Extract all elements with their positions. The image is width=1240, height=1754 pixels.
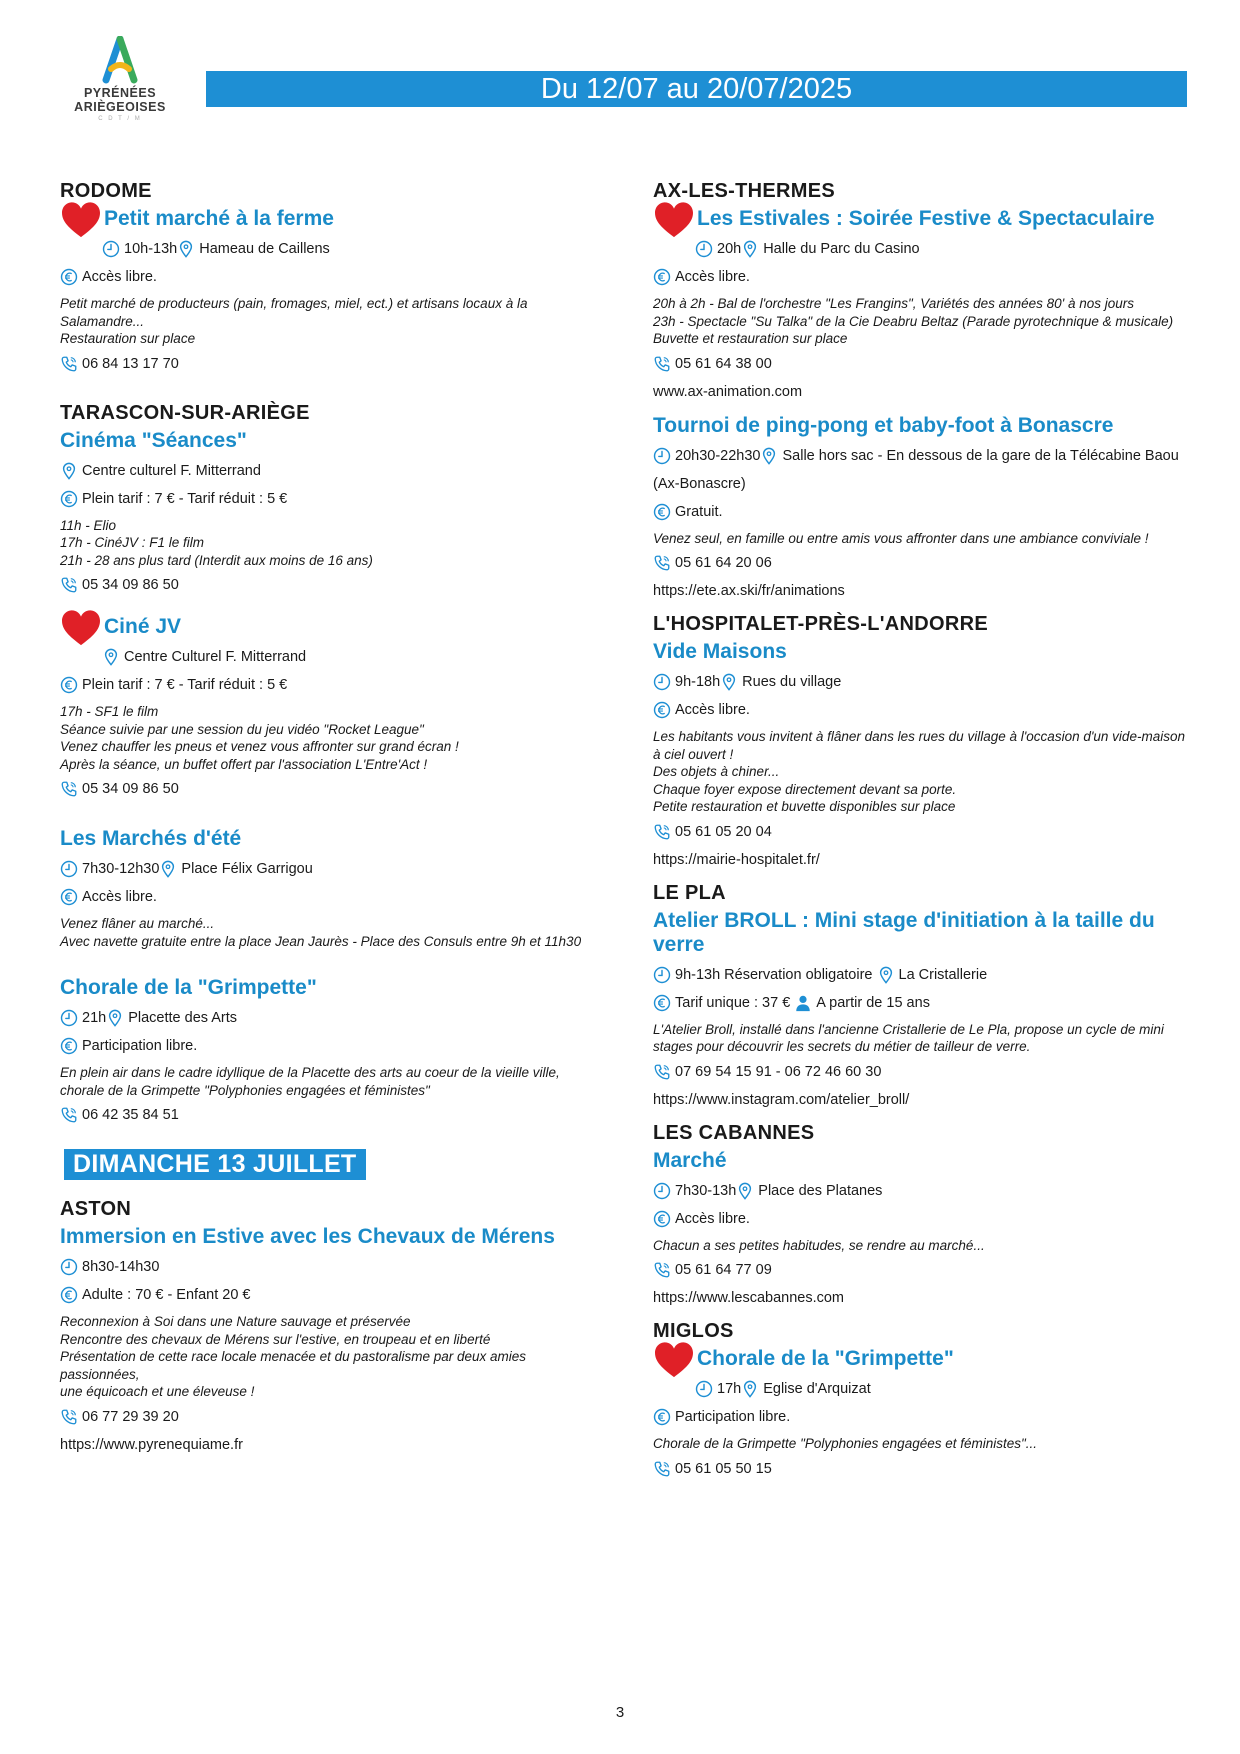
euro-icon xyxy=(60,888,78,906)
phone-icon xyxy=(653,355,671,373)
event-link[interactable]: https://mairie-hospitalet.fr/ xyxy=(653,851,820,868)
logo xyxy=(68,36,172,124)
event-price: Tarif unique : 37 € xyxy=(675,994,791,1011)
event-description: Chacun a ses petites habitudes, se rendre au marché... xyxy=(653,1237,985,1253)
euro-icon xyxy=(60,676,78,694)
event-price: Accès libre. xyxy=(82,269,157,285)
town-heading: LE PLA xyxy=(653,881,726,904)
phone-icon xyxy=(653,554,671,572)
event-place: Rues du village xyxy=(742,674,842,690)
event-aston xyxy=(60,1198,600,1457)
event-title: Cinéma "Séances" xyxy=(60,428,247,452)
event-place: Hameau de Caillens xyxy=(199,241,330,257)
location-pin-icon xyxy=(741,1380,759,1398)
event-description: Les habitants vous invitent à flâner dans les rues du village à l'occasion d'un vide-maison à ciel ouvert ! Des objets à chiner... Chaque foyer expose directement devant sa porte. Petite restauration et buvette disponibles sur place xyxy=(653,729,1185,814)
event-link[interactable]: https://www.instagram.com/atelier_broll/ xyxy=(653,1091,910,1108)
town-heading: TARASCON-SUR-ARIÈGE xyxy=(60,401,310,424)
logo-text-1: PYRÉNÉES xyxy=(83,86,157,100)
event-price: Plein tarif : 7 € - Tarif réduit : 5 € xyxy=(82,490,288,507)
person-icon xyxy=(794,994,812,1012)
euro-icon xyxy=(653,1408,671,1426)
event-title: Les Marchés d'été xyxy=(60,827,242,850)
clock-icon xyxy=(653,966,671,984)
event-price: Participation libre. xyxy=(82,1038,198,1054)
clock-icon xyxy=(653,673,671,691)
event-description: Venez flâner au marché... Avec navette gratuite entre la place Jean Jaurès - Place des Consuls entre 9h et 11h30 xyxy=(60,916,582,949)
event-les-cabannes xyxy=(653,1122,1198,1311)
left-column xyxy=(60,180,600,1483)
event-rodome xyxy=(60,180,600,376)
euro-icon xyxy=(653,268,671,286)
phone-icon xyxy=(653,1063,671,1081)
event-description: Reconnexion à Soi dans une Nature sauvage et préservée Rencontre des chevaux de Mérens sur l'estive, en troupeau et en liberté Présentation de cette race locale menacée et du pastoralisme par deux amies passionnées, une équicoach et une éleveuse ! xyxy=(60,1314,527,1399)
event-place: Centre culturel F. Mitterrand xyxy=(82,462,261,479)
heart-icon xyxy=(653,1341,695,1379)
clock-icon xyxy=(653,1182,671,1200)
page-number: 3 xyxy=(615,1704,625,1721)
clock-icon xyxy=(695,1380,713,1398)
event-miglos xyxy=(653,1320,1198,1481)
event-hospitalet xyxy=(653,613,1198,872)
event-price: Accès libre. xyxy=(675,702,750,718)
event-le-pla xyxy=(653,882,1198,1112)
phone-icon xyxy=(653,1261,671,1279)
event-price: Accès libre. xyxy=(675,269,750,285)
event-place: Eglise d'Arquizat xyxy=(763,1381,871,1397)
event-place: Centre Culturel F. Mitterrand xyxy=(124,649,307,665)
event-time: 21h xyxy=(82,1010,107,1026)
event-description: En plein air dans le cadre idyllique de la Placette des arts au coeur de la vieille ville, chorale de la Grimpette "Polyphonies engagées et féministes" xyxy=(60,1065,560,1098)
right-column xyxy=(653,180,1198,1507)
location-pin-icon xyxy=(720,673,738,691)
event-phone: 06 42 35 84 51 xyxy=(82,1107,179,1123)
phone-icon xyxy=(60,780,78,798)
clock-icon xyxy=(695,240,713,258)
event-phone: 05 34 09 86 50 xyxy=(82,577,179,593)
event-place: Salle hors sac - En dessous de la gare de la Télécabine Baou xyxy=(782,447,1179,464)
event-cine-jv xyxy=(60,615,600,801)
event-place: Placette des Arts xyxy=(128,1010,238,1026)
event-link[interactable]: https://ete.ax.ski/fr/animations xyxy=(653,583,845,599)
town-heading: RODOME xyxy=(60,180,152,202)
event-time: 20h xyxy=(717,241,742,257)
event-time: 7h30-13h xyxy=(675,1182,737,1199)
event-phone: 07 69 54 15 91 - 06 72 46 60 30 xyxy=(675,1063,882,1080)
location-pin-icon xyxy=(177,240,195,258)
euro-icon xyxy=(653,503,671,521)
event-title: Marché xyxy=(653,1148,727,1172)
event-price: Plein tarif : 7 € - Tarif réduit : 5 € xyxy=(82,677,288,693)
clock-icon xyxy=(653,447,671,465)
logo-subtext: C D T / M xyxy=(98,116,142,122)
phone-icon xyxy=(60,1408,78,1426)
euro-icon xyxy=(60,490,78,508)
event-price: Accès libre. xyxy=(675,1210,750,1227)
event-title: Les Estivales : Soirée Festive & Spectaculaire xyxy=(697,207,1155,230)
town-heading: ASTON xyxy=(60,1198,132,1220)
phone-icon xyxy=(60,576,78,594)
heart-icon xyxy=(653,201,695,239)
logo-text-2: ARIÈGEOISES xyxy=(74,100,166,114)
clock-icon xyxy=(102,240,120,258)
event-place-extra: (Ax-Bonascre) xyxy=(653,475,746,492)
event-price: Participation libre. xyxy=(675,1409,791,1425)
event-title: Atelier BROLL : Mini stage d'initiation à la taille du verre xyxy=(653,908,1155,956)
location-pin-icon xyxy=(106,1009,124,1027)
event-ax-pingpong xyxy=(653,414,1198,604)
event-phone: 06 84 13 17 70 xyxy=(82,355,179,372)
event-title: Chorale de la "Grimpette" xyxy=(60,976,317,999)
location-pin-icon xyxy=(102,648,120,666)
location-pin-icon xyxy=(159,860,177,878)
event-time: 20h30-22h30 xyxy=(675,447,761,464)
event-place: Place des Platanes xyxy=(758,1182,883,1199)
event-time: 8h30-14h30 xyxy=(82,1259,160,1275)
location-pin-icon xyxy=(741,240,759,258)
location-pin-icon xyxy=(877,966,895,984)
event-description: 11h - Elio 17h - CinéJV : F1 le film 21h - 28 ans plus tard (Interdit aux moins de 16 ans) xyxy=(60,517,373,568)
phone-icon xyxy=(653,1460,671,1478)
event-place: Halle du Parc du Casino xyxy=(763,241,920,257)
clock-icon xyxy=(60,1009,78,1027)
event-title: Petit marché à la ferme xyxy=(104,207,334,230)
event-time: 9h-18h xyxy=(675,674,721,690)
town-heading: L'HOSPITALET-PRÈS-L'ANDORRE xyxy=(653,613,989,635)
event-description: L'Atelier Broll, installé dans l'ancienne Cristallerie de Le Pla, propose un cycle de mini stages pour découvrir les secrets du métier de tailleur de verre. xyxy=(653,1021,1164,1054)
event-title: Vide Maisons xyxy=(653,640,787,663)
euro-icon xyxy=(653,1210,671,1228)
event-ax-estivales xyxy=(653,180,1198,404)
town-heading: LES CABANNES xyxy=(653,1121,815,1144)
event-link[interactable]: https://www.lescabannes.com xyxy=(653,1290,845,1306)
event-title: Immersion en Estive avec les Chevaux de Mérens xyxy=(60,1225,555,1248)
event-place: Place Félix Garrigou xyxy=(181,861,313,877)
event-phone: 05 61 64 20 06 xyxy=(675,555,772,571)
euro-icon xyxy=(60,1037,78,1055)
town-heading: MIGLOS xyxy=(653,1320,734,1342)
phone-icon xyxy=(653,823,671,841)
event-phone: 05 61 64 38 00 xyxy=(675,355,772,372)
event-place: La Cristallerie xyxy=(898,966,988,983)
logo-mark-icon xyxy=(100,36,140,86)
phone-icon xyxy=(60,1106,78,1124)
heart-icon xyxy=(60,201,102,239)
event-phone: 05 61 05 20 04 xyxy=(675,823,772,840)
euro-icon xyxy=(60,1286,78,1304)
town-heading: AX-LES-THERMES xyxy=(653,180,835,202)
event-link[interactable]: https://www.pyrenequiame.fr xyxy=(60,1436,243,1453)
event-time: 9h-13h Réservation obligatoire xyxy=(675,966,873,983)
event-title: Chorale de la "Grimpette" xyxy=(697,1347,954,1370)
clock-icon xyxy=(60,860,78,878)
phone-icon xyxy=(60,355,78,373)
day-heading: DIMANCHE 13 JUILLET xyxy=(64,1149,366,1180)
event-description: 20h à 2h - Bal de l'orchestre "Les Frangins", Variétés des années 80' à nos jours 23h - Spectacle "Su Talka" de la Cie Deabru Beltaz (Parade pyrotechnique & musicale) Buvette et restauration sur place xyxy=(653,296,1174,346)
event-phone: 05 61 64 77 09 xyxy=(675,1262,772,1278)
event-link[interactable]: www.ax-animation.com xyxy=(653,383,803,400)
euro-icon xyxy=(60,268,78,286)
event-description: Chorale de la Grimpette "Polyphonies engagées et féministes"... xyxy=(653,1436,1038,1451)
date-banner: Du 12/07 au 20/07/2025 xyxy=(206,71,1187,107)
event-description: Venez seul, en famille ou entre amis vous affronter dans une ambiance conviviale ! xyxy=(653,530,1149,546)
location-pin-icon xyxy=(736,1182,754,1200)
location-pin-icon xyxy=(60,462,78,480)
euro-icon xyxy=(653,994,671,1012)
event-phone: 05 34 09 86 50 xyxy=(82,781,179,797)
euro-icon xyxy=(653,701,671,719)
event-tarascon-cinema xyxy=(60,402,600,598)
event-description: Petit marché de producteurs (pain, fromages, miel, ect.) et artisans locaux à la Salamandre... Restauration sur place xyxy=(60,296,528,346)
location-pin-icon xyxy=(760,447,778,465)
event-time: 7h30-12h30 xyxy=(82,861,160,877)
event-marches-ete xyxy=(60,827,600,950)
heart-icon xyxy=(60,609,102,647)
event-chorale-grimpette xyxy=(60,976,600,1127)
event-title: Ciné JV xyxy=(104,615,182,638)
event-phone: 06 77 29 39 20 xyxy=(82,1408,179,1425)
event-time: 10h-13h xyxy=(124,241,178,257)
event-phone: 05 61 05 50 15 xyxy=(675,1460,772,1477)
event-price: Accès libre. xyxy=(82,889,157,905)
event-age: A partir de 15 ans xyxy=(816,994,930,1011)
event-price: Adulte : 70 € - Enfant 20 € xyxy=(82,1287,251,1303)
clock-icon xyxy=(60,1258,78,1276)
event-price: Gratuit. xyxy=(675,503,723,520)
event-description: 17h - SF1 le film Séance suivie par une session du jeu vidéo "Rocket League" Venez chauffer les pneus et venez vous affronter sur grand écran ! Après la séance, un buffet offert par l'association L'Entre'Act ! xyxy=(60,704,459,772)
event-time: 17h xyxy=(717,1381,742,1397)
event-title: Tournoi de ping-pong et baby-foot à Bonascre xyxy=(653,413,1114,437)
